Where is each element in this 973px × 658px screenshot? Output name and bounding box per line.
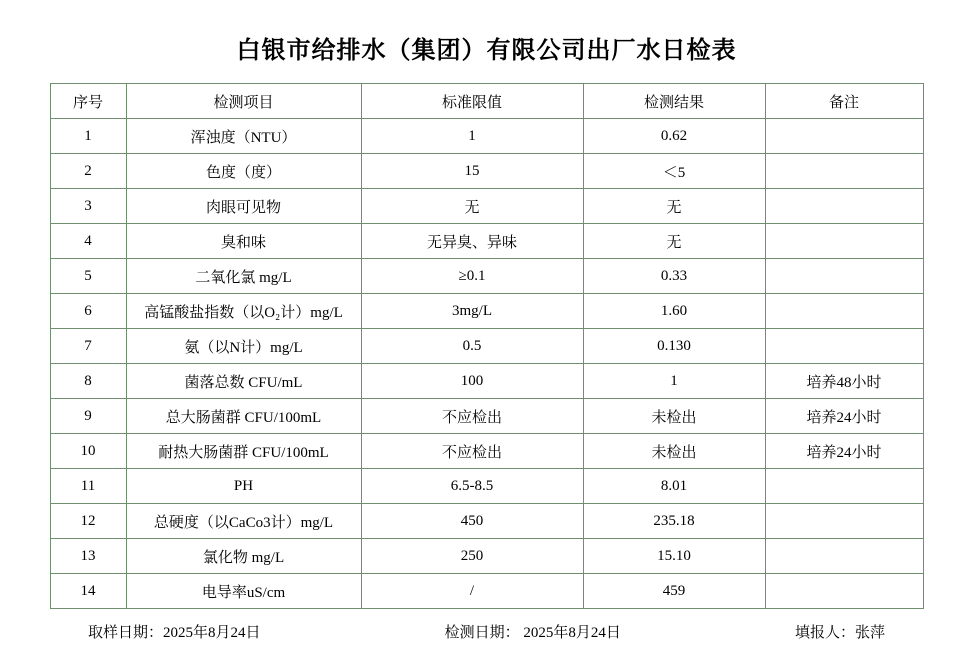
table-row (50, 119, 923, 154)
table-row (50, 154, 923, 189)
cell-note (765, 154, 923, 189)
cell-item: 高锰酸盐指数（以O₂计）mg/L (126, 294, 361, 329)
cell-index: 4 (50, 224, 126, 259)
cell-item: 二氧化氯 mg/L (126, 259, 361, 294)
cell-result: 15.10 (583, 539, 765, 574)
sample-date: 取样日期：2025年8月24日 (88, 625, 261, 641)
cell-item: 浑浊度（NTU） (126, 119, 361, 154)
inspection-table (50, 83, 924, 609)
cell-result: 235.18 (583, 504, 765, 539)
cell-result: 无 (583, 189, 765, 224)
test-date: 检测日期： 2025年8月24日 (444, 625, 621, 641)
table-row (50, 364, 923, 399)
cell-standard: 不应检出 (361, 434, 583, 469)
table-row (50, 574, 923, 609)
header-standard: 标准限值 (361, 84, 583, 119)
table-row (50, 224, 923, 259)
cell-result: ＜5 (583, 154, 765, 189)
cell-standard: 无 (361, 189, 583, 224)
cell-standard: 无异臭、异味 (361, 224, 583, 259)
cell-index: 13 (50, 539, 126, 574)
cell-index: 11 (50, 469, 126, 504)
reporter-name: 填报人：张萍 (794, 625, 885, 641)
cell-index: 1 (50, 119, 126, 154)
header-result: 检测结果 (583, 84, 765, 119)
table-row (50, 329, 923, 364)
cell-item: PH (126, 469, 361, 504)
cell-standard: 0.5 (361, 329, 583, 364)
header-index: 序号 (50, 84, 126, 119)
cell-result: 1 (583, 364, 765, 399)
cell-note: 培养48小时 (765, 364, 923, 399)
cell-note (765, 224, 923, 259)
cell-standard: 6.5-8.5 (361, 469, 583, 504)
cell-note: 培养24小时 (765, 399, 923, 434)
table-row (50, 399, 923, 434)
cell-standard: 不应检出 (361, 399, 583, 434)
cell-item: 总大肠菌群 CFU/100mL (126, 399, 361, 434)
table-row (50, 504, 923, 539)
header-note: 备注 (765, 84, 923, 119)
cell-result: 0.62 (583, 119, 765, 154)
cell-index: 5 (50, 259, 126, 294)
cell-result: 0.130 (583, 329, 765, 364)
cell-standard: 15 (361, 154, 583, 189)
cell-index: 9 (50, 399, 126, 434)
cell-result: 无 (583, 224, 765, 259)
footer (50, 621, 923, 642)
cell-item: 臭和味 (126, 224, 361, 259)
cell-standard: 1 (361, 119, 583, 154)
cell-result: 8.01 (583, 469, 765, 504)
table-row (50, 294, 923, 329)
cell-index: 14 (50, 574, 126, 609)
cell-note (765, 294, 923, 329)
cell-item: 色度（度） (126, 154, 361, 189)
cell-index: 10 (50, 434, 126, 469)
cell-result: 459 (583, 574, 765, 609)
cell-note (765, 469, 923, 504)
table-row (50, 189, 923, 224)
cell-item: 氯化物 mg/L (126, 539, 361, 574)
cell-standard: 3mg/L (361, 294, 583, 329)
page-title: 白银市给排水（集团）有限公司出厂水日检表 (236, 38, 737, 64)
cell-note (765, 574, 923, 609)
cell-note (765, 539, 923, 574)
cell-standard: 250 (361, 539, 583, 574)
cell-note (765, 189, 923, 224)
cell-note (765, 329, 923, 364)
cell-index: 6 (50, 294, 126, 329)
cell-index: 12 (50, 504, 126, 539)
cell-item: 耐热大肠菌群 CFU/100mL (126, 434, 361, 469)
table-row (50, 539, 923, 574)
table-row (50, 259, 923, 294)
cell-result: 0.33 (583, 259, 765, 294)
cell-item: 总硬度（以CaCo3计）mg/L (126, 504, 361, 539)
cell-item: 氨（以N计）mg/L (126, 329, 361, 364)
cell-note (765, 259, 923, 294)
cell-result: 未检出 (583, 434, 765, 469)
cell-item: 菌落总数 CFU/mL (126, 364, 361, 399)
table-row (50, 469, 923, 504)
cell-standard: / (361, 574, 583, 609)
cell-index: 3 (50, 189, 126, 224)
table-header-row (50, 84, 923, 119)
cell-standard: 450 (361, 504, 583, 539)
cell-index: 8 (50, 364, 126, 399)
cell-item: 肉眼可见物 (126, 189, 361, 224)
cell-result: 1.60 (583, 294, 765, 329)
cell-item: 电导率uS/cm (126, 574, 361, 609)
cell-note (765, 119, 923, 154)
table-row (50, 434, 923, 469)
cell-index: 7 (50, 329, 126, 364)
header-item: 检测项目 (126, 84, 361, 119)
cell-standard: 100 (361, 364, 583, 399)
cell-index: 2 (50, 154, 126, 189)
cell-note (765, 504, 923, 539)
cell-note: 培养24小时 (765, 434, 923, 469)
cell-result: 未检出 (583, 399, 765, 434)
cell-standard: ≥0.1 (361, 259, 583, 294)
